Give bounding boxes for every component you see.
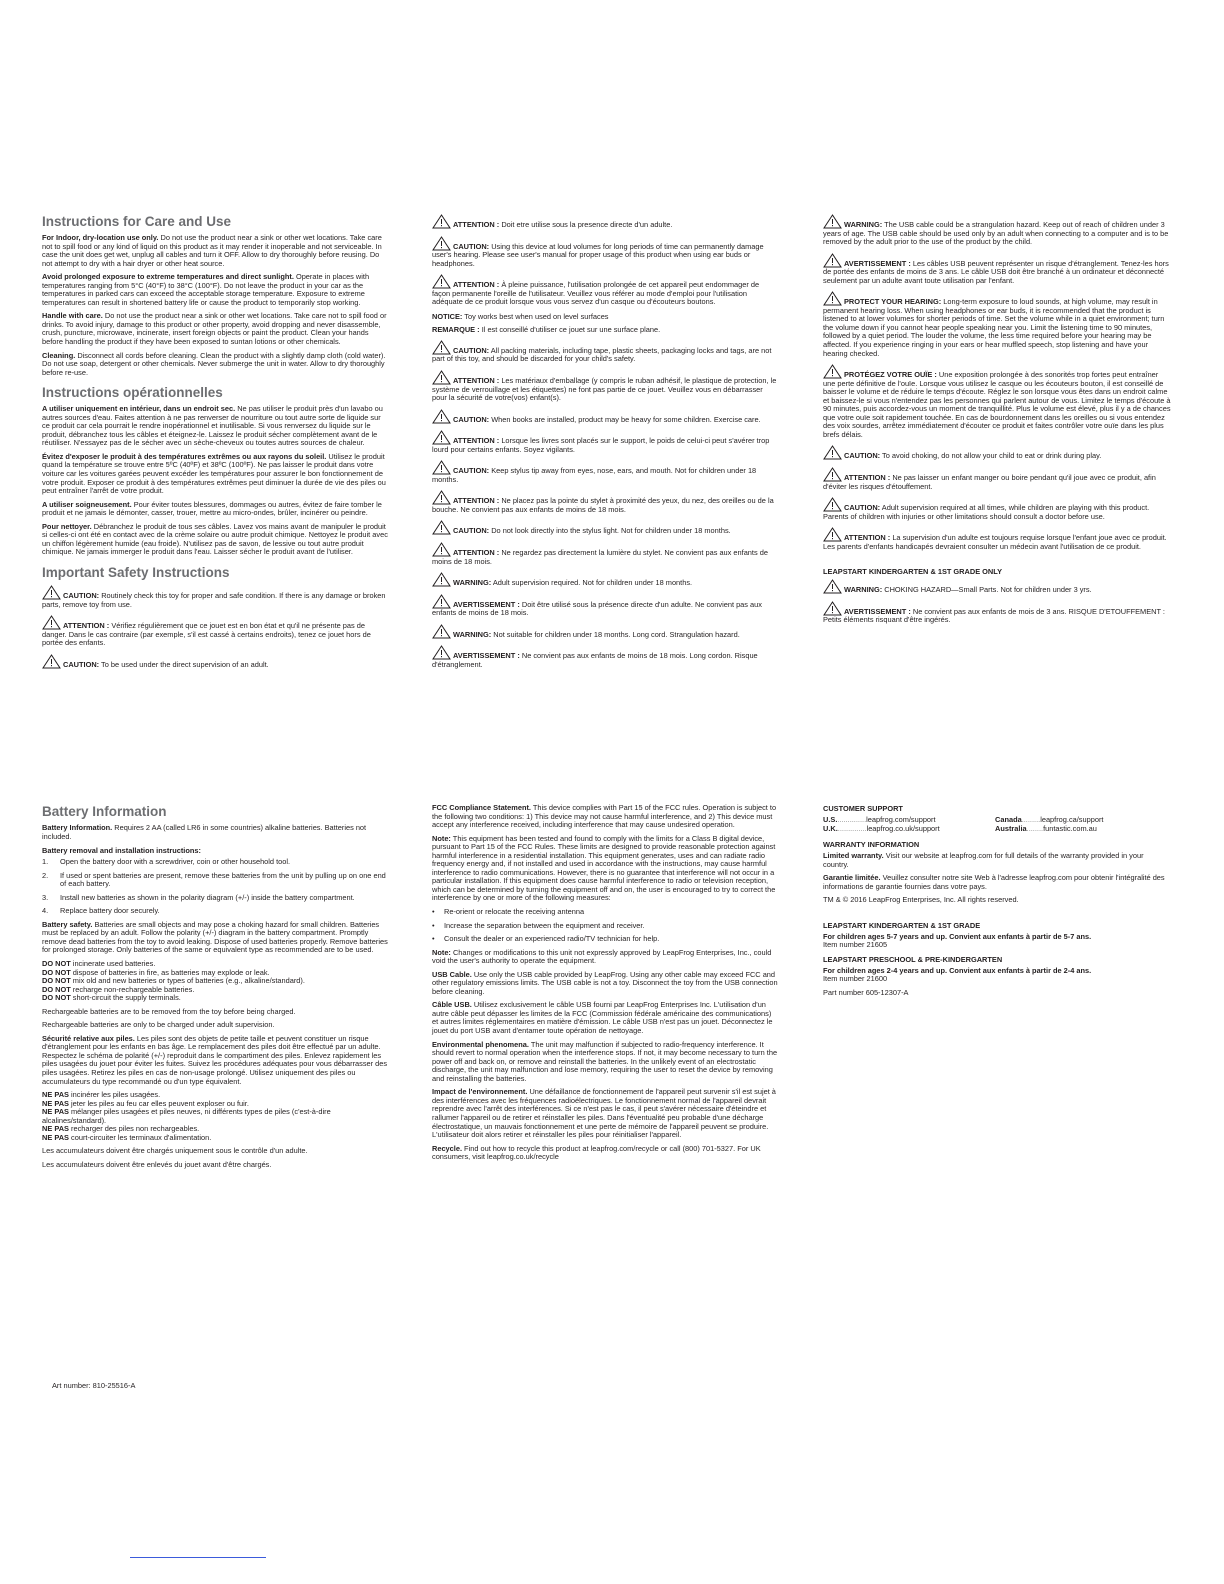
warning-triangle-icon	[823, 497, 842, 512]
warning-block: CAUTION: Do not look directly into the stylus light. Not for children under 18 months.	[432, 520, 778, 536]
k1-ages: For children ages 5-7 years and up. Convient aux enfants à partir de 5-7 ans.	[823, 931, 1092, 941]
warning-triangle-icon	[432, 214, 451, 229]
warning-block: ATTENTION : Ne pas laisser un enfant manger ou boire pendant qu'il joue avec ce produit, afin d'éviter les risques d'étouffement.	[823, 467, 1171, 491]
notice: NOTICE: Toy works best when used on level surfaces	[432, 311, 609, 321]
footer-line	[130, 1557, 266, 1558]
warning-block: WARNING: Adult supervision required. Not for children under 18 months.	[432, 572, 778, 588]
preschool-heading: LEAPSTART PRESCHOOL & PRE-KINDERGARTEN	[823, 954, 1003, 964]
battery-column	[42, 804, 390, 1175]
warning-block: ATTENTION : Ne regardez pas directement la lumière du stylet. Ne convient pas aux enfants de moins de 18 mois.	[432, 542, 778, 566]
list-item: 3. Install new batteries as shown in the polarity diagram (+/-) inside the battery compartment.	[42, 892, 355, 902]
preschool-ages: For children ages 2-4 years and up. Convient aux enfants à partir de 2-4 ans.	[823, 965, 1092, 975]
list-item: DO NOT dispose of batteries in fire, as batteries may explode or leak.	[42, 967, 270, 977]
copyright: TM & © 2016 LeapFrog Enterprises, Inc. All rights reserved.	[823, 895, 1019, 905]
warning-triangle-icon	[823, 214, 842, 229]
accumulateurs-note: Les accumulateurs doivent être enlevés du jouet avant d'être chargés.	[42, 1159, 272, 1169]
warning-block: ATTENTION : La supervision d'un adulte est toujours requise lorsque l'enfant joue avec ce produit. Les parents d'enfants handicapés devraient consulter un médecin avant l'utilisation de ce produit.	[823, 527, 1171, 551]
fcc-statement: FCC Compliance Statement. This device complies with Part 15 of the FCC rules. Operation is subject to the following two conditions: 1) This device may not cause harmful interference, and 2) This device must accept any interference received, including interference that may cause undesired operation.	[432, 803, 777, 830]
warning-block: ATTENTION : Lorsque les livres sont placés sur le support, le poids de celui-ci peut s'avérer trop lourd pour certains enfants. Soyez vigilants.	[432, 430, 778, 454]
list-item: NE PAS mélanger piles usagées et piles neuves, ni différents types de piles (c'est-à-dire alcalines/standard).	[42, 1107, 331, 1125]
warning-block: AVERTISSEMENT : Les câbles USB peuvent représenter un risque d'étranglement. Tenez-les hors de portée des enfants de moins de 3 ans. Le câble USB doit être branché à un ordinateur et déconnecté seulement par un adulte avant toute utilisation par l'enfant.	[823, 253, 1171, 286]
list-item: DO NOT short-circuit the supply terminals.	[42, 993, 181, 1003]
warning-triangle-icon	[432, 236, 451, 251]
battery-removal-heading: Battery removal and installation instructions:	[42, 846, 201, 856]
operational-para: A utiliser soigneusement. Pour éviter toutes blessures, dommages ou autres, évitez de faire tomber le produit et ne jamais le démonter, casser, trouer, mettre au micro-ondes, brûler, incinérer ou peindre.	[42, 499, 382, 518]
warning-block: CAUTION: Routinely check this toy for proper and safe condition. If there is any damage or broken parts, remove toy from use.	[42, 585, 390, 609]
list-item: NE PAS court-circuiter les terminaux d'alimentation.	[42, 1132, 212, 1142]
part-number: Part number 605-12307-A	[823, 988, 909, 998]
warning-block: PROTÉGEZ VOTRE OUÏE : Une exposition prolongée à des sonorités trop fortes peut entraîner une perte définitive de l'ouïe. Lorsque vous utilisez le casque ou les écouteurs bouton, il est conseillé de baisser le volume et de réduire le temps d'écoute. Réglez le son lorsque vous êtes dans un endroit calme et baissez-le si vous n'entendez pas les personnes qui parlent autour de vous. Limitez le temps d'écoute à 90 minutes, puis accordez-vous un moment de tranquillité. Plus le volume est élevé, plus il y a de chances que votre ouïe soit rapidement touchée. En cas de bourdonnement dans les oreilles ou si vous entendez des voix sourdes, arrêtez immédiatement d'écouter ce produit et faites contrôler votre ouïe dans les plus brefs délais.	[823, 364, 1171, 439]
warning-triangle-icon	[432, 340, 451, 355]
support-row: Canada.........leapfrog.ca/support	[995, 816, 1104, 824]
recharge-note: Rechargeable batteries are to be removed from the toy before being charged.	[42, 1006, 296, 1016]
list-item: • Re-orient or relocate the receiving antenna	[432, 908, 778, 917]
support-column	[823, 804, 1171, 1003]
ne-pas-list	[42, 1091, 390, 1142]
safety-heading: Important Safety Instructions	[42, 564, 230, 580]
recycle: Recycle. Find out how to recycle this product at leapfrog.com/recycle or call (800) 701-5327. For UK consumers, visit leapfrog.co.uk/recycle	[432, 1143, 761, 1162]
k1-item-number: Item number 21605	[823, 940, 888, 950]
warning-triangle-icon	[432, 490, 451, 505]
support-row: U.S...............leapfrog.com/support	[823, 816, 936, 824]
art-number: Art number: 810-25516-A	[52, 1381, 136, 1390]
accumulateurs-note: Les accumulateurs doivent être chargés uniquement sous le contrôle d'un adulte.	[42, 1146, 308, 1156]
fcc-measures	[432, 908, 778, 944]
warning-triangle-icon	[823, 445, 842, 460]
battery-steps	[42, 858, 390, 916]
list-item: NE PAS jeter les piles au feu car elles peuvent exploser ou fuir.	[42, 1098, 249, 1108]
warning-block: ATTENTION : Vérifiez régulièrement que ce jouet est en bon état et qu'il ne présente pas de danger. Dans le cas contraire (par exemple, s'il est cassé à certains endroits), tenez ce jouet hors de portée des enfants.	[42, 615, 390, 648]
warning-block: AVERTISSEMENT : Doit être utilisé sous la présence directe d'un adulte. Ne convient pas aux enfants de moins de 18 mois.	[432, 594, 778, 618]
warning-triangle-icon	[432, 572, 451, 587]
warning-block: WARNING: The USB cable could be a strangulation hazard. Keep out of reach of children under 3 years of age. The USB cable should be used only by an adult when connecting to a computer and is to be removed by the adult prior to the use of the product by the child.	[823, 214, 1171, 247]
warning-triangle-icon	[823, 291, 842, 306]
preschool-item-number: Item number 21600	[823, 974, 888, 984]
operational-heading: Instructions opérationnelles	[42, 385, 223, 401]
k1-heading: LEAPSTART KINDERGARTEN & 1ST GRADE	[823, 920, 981, 930]
warning-triangle-icon	[432, 520, 451, 535]
kinder-only-heading: LEAPSTART KINDERGARTEN & 1ST GRADE ONLY	[823, 567, 1003, 577]
support-row: U.K...............leapfrog.co.uk/support	[823, 824, 940, 833]
fcc-column	[432, 804, 778, 1167]
warning-block: CAUTION: When books are installed, product may be heavy for some children. Exercise care.	[432, 409, 778, 425]
support-table	[823, 816, 1171, 833]
list-item: 2. If used or spent batteries are present, remove these batteries from the unit by pulling up on one end of each battery.	[42, 870, 386, 889]
list-item: NE PAS incinérer les piles usagées.	[42, 1090, 161, 1100]
environmental: Environmental phenomena. The unit may malfunction if subjected to radio-frequency interference. It should revert to normal operation when the interference stops. If not, it may become necessary to turn the power off and back on, or remove and reinstall the batteries. In the unlikely event of an electrostatic discharge, the unit may malfunction and lose memory, requiring the user to reset the device by removing and reinstalling the batteries.	[432, 1039, 778, 1083]
customer-support-heading: CUSTOMER SUPPORT	[823, 804, 903, 813]
impact-environnement: Impact de l'environnement. Une défaillance de fonctionnement de l'appareil peut survenir s'il est sujet à des interférences avec les fréquences radioélectriques. Le fonctionnement normal de l'appareil devrait reprendre avec l'arrêt des interférences. Si ce n'est pas le cas, il peut s'avérer nécessaire d'éteindre et rallumer l'appareil ou de retirer et réinstaller les piles. Dans l'éventualité peu probable d'une décharge électrostatique, un mauvais fonctionnement et une perte de mémoire de l'appareil peuvent se produire. L'utilisateur doit alors retirer et réinstaller les piles pour réinitialiser l'appareil.	[432, 1087, 776, 1140]
warning-block: AVERTISSEMENT : Ne convient pas aux enfants de moins de 18 mois. Long cordon. Risque d'étranglement.	[432, 645, 778, 669]
care-column	[42, 214, 390, 675]
list-item: NE PAS recharger des piles non rechargeables.	[42, 1124, 200, 1134]
warning-triangle-icon	[823, 601, 842, 616]
battery-info: Battery Information. Requires 2 AA (called LR6 in some countries) alkaline batteries. Batteries not included.	[42, 823, 367, 841]
list-item: • Consult the dealer or an experienced radio/TV technician for help.	[432, 935, 778, 944]
list-item: 4. Replace battery door securely.	[42, 906, 160, 916]
warning-triangle-icon	[432, 460, 451, 475]
list-item: DO NOT mix old and new batteries or types of batteries (e.g., alkaline/standard).	[42, 976, 305, 986]
list-item: DO NOT incinerate used batteries.	[42, 959, 156, 969]
warning-triangle-icon	[432, 594, 451, 609]
warning-triangle-icon	[823, 527, 842, 542]
securite-piles: Sécurité relative aux piles. Les piles sont des objets de petite taille et peuvent constituer un risque d'étranglement pour les enfants en bas âge. Le remplacement des piles doit être effectué par un adulte. Respectez le schéma de polarité (+/-) reproduit dans le compartiment des piles. Enlevez rapidement les piles usagées du jouet pour éviter les fuites. Suivez les procédures adéquates pour vous débarrasser des piles usagées. Retirez les piles en cas de non-usage prolongé. Utilisez uniquement des piles ou accumulateurs du type recommandé ou d'un type équivalent.	[42, 1033, 388, 1086]
safety-column-2	[432, 214, 778, 675]
warning-block: AVERTISSEMENT : Ne convient pas aux enfants de mois de 3 ans. RISQUE D'ETOUFFEMENT : Petits éléments risquant d'être ingérés.	[823, 601, 1171, 625]
battery-safety: Battery safety. Batteries are small objects and may pose a choking hazard for small children. Batteries must be replaced by an adult. Follow the polarity (+/-) diagram in the battery compartment. Promptly remove dead batteries from the toy to avoid leaking. Dispose of used batteries properly. Remove batteries for prolonged storage. Only batteries of the same or equivalent type as recommended are to be used.	[42, 919, 388, 955]
warning-block: CAUTION: Using this device at loud volumes for long periods of time can permanently damage user's hearing. Please see user's manual for proper usage of this product when using ear buds or headphones.	[432, 236, 778, 269]
garantie-limitee: Garantie limitée. Veuillez consulter notre site Web à l'adresse leapfrog.com pour obtenir l'intégralité des informations de garantie fournies dans votre pays.	[823, 873, 1165, 891]
warning-block: CAUTION: Keep stylus tip away from eyes, nose, ears, and mouth. Not for children under 18 months.	[432, 460, 778, 484]
warning-block: WARNING: Not suitable for children under 18 months. Long cord. Strangulation hazard.	[432, 624, 778, 640]
warning-triangle-icon	[42, 615, 61, 630]
warning-block: ATTENTION : À pleine puissance, l'utilisation prolongée de cet appareil peut endommager de façon permanente l'oreille de l'utilisateur. Veuillez vous référer au mode d'emploi pour l'utilisation adéquate de ce produit lorsque vous vous servez d'un casque ou d'écouteurs boutons.	[432, 274, 778, 307]
warning-triangle-icon	[432, 370, 451, 385]
operational-para: Évitez d'exposer le produit à des températures extrêmes ou aux rayons du soleil. Utilisez le produit quand la température se trouve entre 5ºC (40ºF) et 38ºC (100ºF). Ne pas laisser le produit dans votre voiture car les voitures garées peuvent excéder les températures pour assurer le bon fonctionnement de votre produit. Exposer ce produit à des températures extrêmes peut diminuer la durée de vie des piles ou peut entraîner l'arrêt de votre produit.	[42, 451, 386, 496]
warning-triangle-icon	[823, 467, 842, 482]
safety-column-3	[823, 214, 1171, 631]
care-para: Avoid prolonged exposure to extreme temperatures and direct sunlight. Operate in places with temperatures ranging from 5°C (40°F) to 38°C (100°F). Do not leave the product in your car as the temperatures in parked cars can exceed the acceptable storage temperature. Exposure to extreme temperatures can result in shortened battery life or cause the product to temporarily stop working.	[42, 272, 370, 307]
warning-block: PROTECT YOUR HEARING: Long-term exposure to loud sounds, at high volume, may result in permanent hearing loss. When using headphones or ear buds, it is recommended that the product is listened to at lower volumes for shorter periods of time. Set the volume while in a quiet environment; turn the volume down if you cannot hear people speaking near you. Limit the listening time to 90 minutes, followed by a quiet period. The louder the volume, the less time required before your hearing may be affected. If you experience ringing in your ears or hear muffled speech, stop listening and have your hearing checked.	[823, 291, 1171, 358]
warning-block: WARNING: CHOKING HAZARD—Small Parts. Not for children under 3 yrs.	[823, 579, 1171, 595]
warning-block: CAUTION: All packing materials, including tape, plastic sheets, packaging locks and tags, are not part of this toy, and should be discarded for your child's safety.	[432, 340, 778, 364]
warning-triangle-icon	[42, 654, 61, 669]
warning-triangle-icon	[432, 430, 451, 445]
battery-heading: Battery Information	[42, 804, 167, 819]
warning-triangle-icon	[823, 364, 842, 379]
cable-usb: Câble USB. Utilisez exclusivement le câble USB fourni par LeapFrog Enterprises Inc. L'utilisation d'un autre câble peut dépasser les limites de la FCC (Commission fédérale américaine des communications) et autres limites réglementaires en matière d'émission. Le câble USB n'est pas un jouet. Déconnectez le jouet du port USB avant d'entamer toute opération de nettoyage.	[432, 1000, 773, 1036]
list-item: • Increase the separation between the equipment and receiver.	[432, 922, 778, 931]
list-item: 1. Open the battery door with a screwdriver, coin or other household tool.	[42, 857, 291, 867]
remarque: REMARQUE : Il est conseillé d'utiliser ce jouet sur une surface plane.	[432, 325, 661, 335]
warning-block: ATTENTION : Ne placez pas la pointe du stylet à proximité des yeux, du nez, des oreilles ou de la bouche. Ne convient pas aux enfants de moins de 18 mois.	[432, 490, 778, 514]
warranty-heading: WARRANTY INFORMATION	[823, 840, 920, 850]
do-not-list	[42, 960, 390, 1003]
warning-triangle-icon	[432, 409, 451, 424]
limited-warranty: Limited warranty. Visit our website at leapfrog.com for full details of the warranty provided in your country.	[823, 851, 1144, 869]
operational-para: Pour nettoyer. Débranchez le produit de tous ses câbles. Lavez vos mains avant de manipuler le produit si celles-ci ont été en contact avec de la crème solaire ou autre produit chimique. Nettoyez le produit avec un chiffon légèrement humide (eau froide). N'utilisez pas de savon, de lessive ou tout autre produit chimique. Ne jamais immerger le produit dans l'eau. Laisser sécher le produit avant de l'utiliser.	[42, 521, 388, 557]
warning-triangle-icon	[823, 253, 842, 268]
warning-triangle-icon	[432, 624, 451, 639]
usb-cable: USB Cable. Use only the USB cable provided by LeapFrog. Using any other cable may exceed FCC and other regulatory emissions limits. The USB cable is not a toy. Disconnect the toy from the USB connection before cleaning.	[432, 969, 778, 996]
list-item: DO NOT recharge non-rechargeable batteries.	[42, 984, 195, 994]
warning-triangle-icon	[432, 542, 451, 557]
warning-block: ATTENTION : Doit etre utilise sous la presence directe d'un adulte.	[432, 214, 778, 230]
care-para: Handle with care. Do not use the product near a sink or other wet locations. Take care not to spill food or drinks. To avoid injury, damage to this product or other property, avoid dropping and never disassemble, crush, puncture, microwave, incinerate, insert foreign objects or paint the product. Clean your hands before handling the product if they have been exposed to suntan lotions or other chemicals.	[42, 311, 387, 347]
warning-block: ATTENTION : Les matériaux d'emballage (y compris le ruban adhésif, le plastique de protection, le système de verrouillage et les étiquettes) ne font pas partie de ce jouet. Veuillez vous en débarrasser pour la sécurité de votre(vos) enfant(s).	[432, 370, 778, 403]
warning-triangle-icon	[432, 274, 451, 289]
operational-para: A utiliser uniquement en intérieur, dans un endroit sec. Ne pas utiliser le produit près d'un lavabo ou autres sources d'eau. Faites attention à ne pas renverser de nourriture ou tout autre sorte de liquide sur ce produit car cela pourrait le rendre inopérationnel et inutilisable. Si vous renversez du liquide sur le produit, débranchez tous les câbles et éteignez-le. Laissez le produit sécher complètement avant de le réutiliser. N'essayez pas de le sécher avec un sèche-cheveux ou toutes autres sources de chaleur.	[42, 404, 383, 448]
recharge-note: Rechargeable batteries are only to be charged under adult supervision.	[42, 1020, 275, 1030]
warning-triangle-icon	[42, 585, 61, 600]
support-row: Australia........funtastic.com.au	[995, 824, 1097, 833]
care-para: For Indoor, dry-location use only. Do not use the product near a sink or other wet locations. Take care not to spill food or any kind of liquid on this product as it may render it inoperable and not serviceable. In case the unit does get wet, unplug all cables and turn it OFF. Allow to dry thoroughly before reusing. Do not attempt to dry with a hair dryer or other heat source.	[42, 233, 382, 268]
fcc-note: Note: Changes or modifications to this unit not expressly approved by LeapFrog Enterprises, Inc., could void the user's authority to operate the equipment.	[432, 947, 772, 966]
warning-block: CAUTION: To avoid choking, do not allow your child to eat or drink during play.	[823, 445, 1171, 461]
care-para: Cleaning. Disconnect all cords before cleaning. Clean the product with a slightly damp cloth (cold water). Do not use soap, detergent or other chemicals. Never submerge the unit in water. Allow to dry thoroughly before re-use.	[42, 350, 386, 377]
warning-block: CAUTION: To be used under the direct supervision of an adult.	[42, 654, 390, 670]
care-heading: Instructions for Care and Use	[42, 214, 232, 229]
warning-triangle-icon	[823, 579, 842, 594]
fcc-note: Note: This equipment has been tested and found to comply with the limits for a Class B digital device, pursuant to Part 15 of the FCC Rules. These limits are designed to provide reasonable protection against harmful interference in a residential installation. This equipment generates, uses and can radiate radio frequency energy and, if not installed and used in accordance with the instructions, may cause harmful interference to radio communications. However, there is no guarantee that interference will not occur in a particular installation. If this equipment does cause harmful interference to radio or television reception, which can be determined by turning the equipment off and on, the user is encouraged to try to correct the interference by one or more of the following measures:	[432, 833, 776, 903]
warning-block: CAUTION: Adult supervision required at all times, while children are playing with this product. Parents of children with injuries or other limitations should consult a doctor before use.	[823, 497, 1171, 521]
warning-triangle-icon	[432, 645, 451, 660]
